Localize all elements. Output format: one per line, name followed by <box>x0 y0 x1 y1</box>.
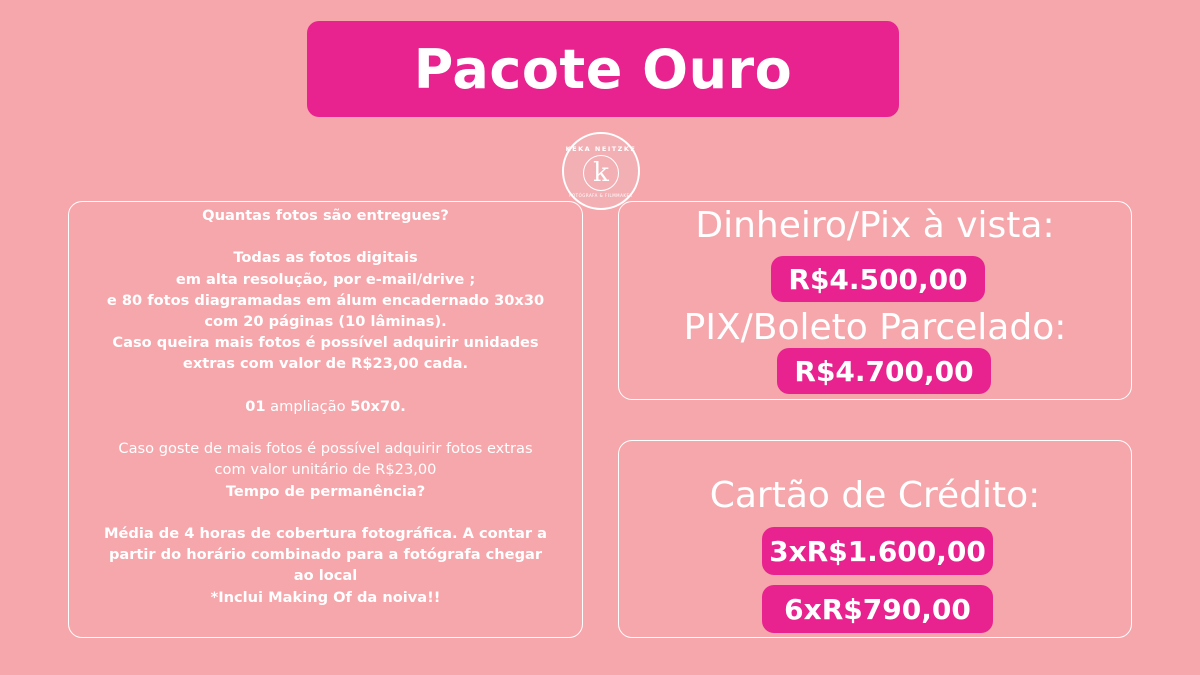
details-line: Caso queira mais fotos é possível adquirir unidades <box>112 334 539 352</box>
details-line: em alta resolução, por e-mail/drive ; <box>175 270 476 288</box>
details-line: com 20 páginas (10 lâminas). <box>204 313 447 330</box>
enlargement-qty: 01 <box>245 397 266 415</box>
installment-label: PIX/Boleto Parcelado: <box>683 307 1067 348</box>
details-line: e 80 fotos diagramadas em álum encadernado 30x30 <box>106 291 545 309</box>
card-label: Cartão de Crédito: <box>709 475 1041 516</box>
details-line: ao local <box>293 567 358 585</box>
enlargement-line <box>68 396 583 417</box>
details-line: com valor unitário de R$23,00 <box>214 461 437 479</box>
card-price-6x: 6xR$790,00 <box>762 585 993 633</box>
enlargement-size: 50x70. <box>350 397 406 415</box>
cash-price: R$4.500,00 <box>771 256 985 302</box>
brand-logo <box>562 132 640 210</box>
cash-label: Dinheiro/Pix à vista: <box>695 205 1055 246</box>
details-line: *Inclui Making Of da noiva!! <box>210 588 441 606</box>
card-price-3x: 3xR$1.600,00 <box>762 527 993 575</box>
details-line: Média de 4 horas de cobertura fotográfica. A contar a <box>103 524 548 542</box>
installment-price: R$4.700,00 <box>777 348 991 394</box>
enlargement-word: ampliação <box>265 397 351 415</box>
question-duration: Tempo de permanência? <box>225 482 426 500</box>
question-photos: Quantas fotos são entregues? <box>202 207 449 224</box>
logo-tagline: FOTÓGRAFA & FILMMAKER <box>569 192 633 198</box>
logo-monogram: k <box>583 155 619 191</box>
page-title: Pacote Ouro <box>413 37 793 101</box>
details-text <box>68 205 583 608</box>
details-line: partir do horário combinado para a fotógrafa chegar <box>108 546 543 564</box>
title-banner <box>307 21 899 117</box>
details-line: Todas as fotos digitais <box>233 249 418 267</box>
logo-name: KEKA NEITZKE <box>565 144 637 153</box>
details-line: extras com valor de R$23,00 cada. <box>182 355 469 373</box>
details-line: Caso goste de mais fotos é possível adquirir fotos extras <box>118 440 533 458</box>
